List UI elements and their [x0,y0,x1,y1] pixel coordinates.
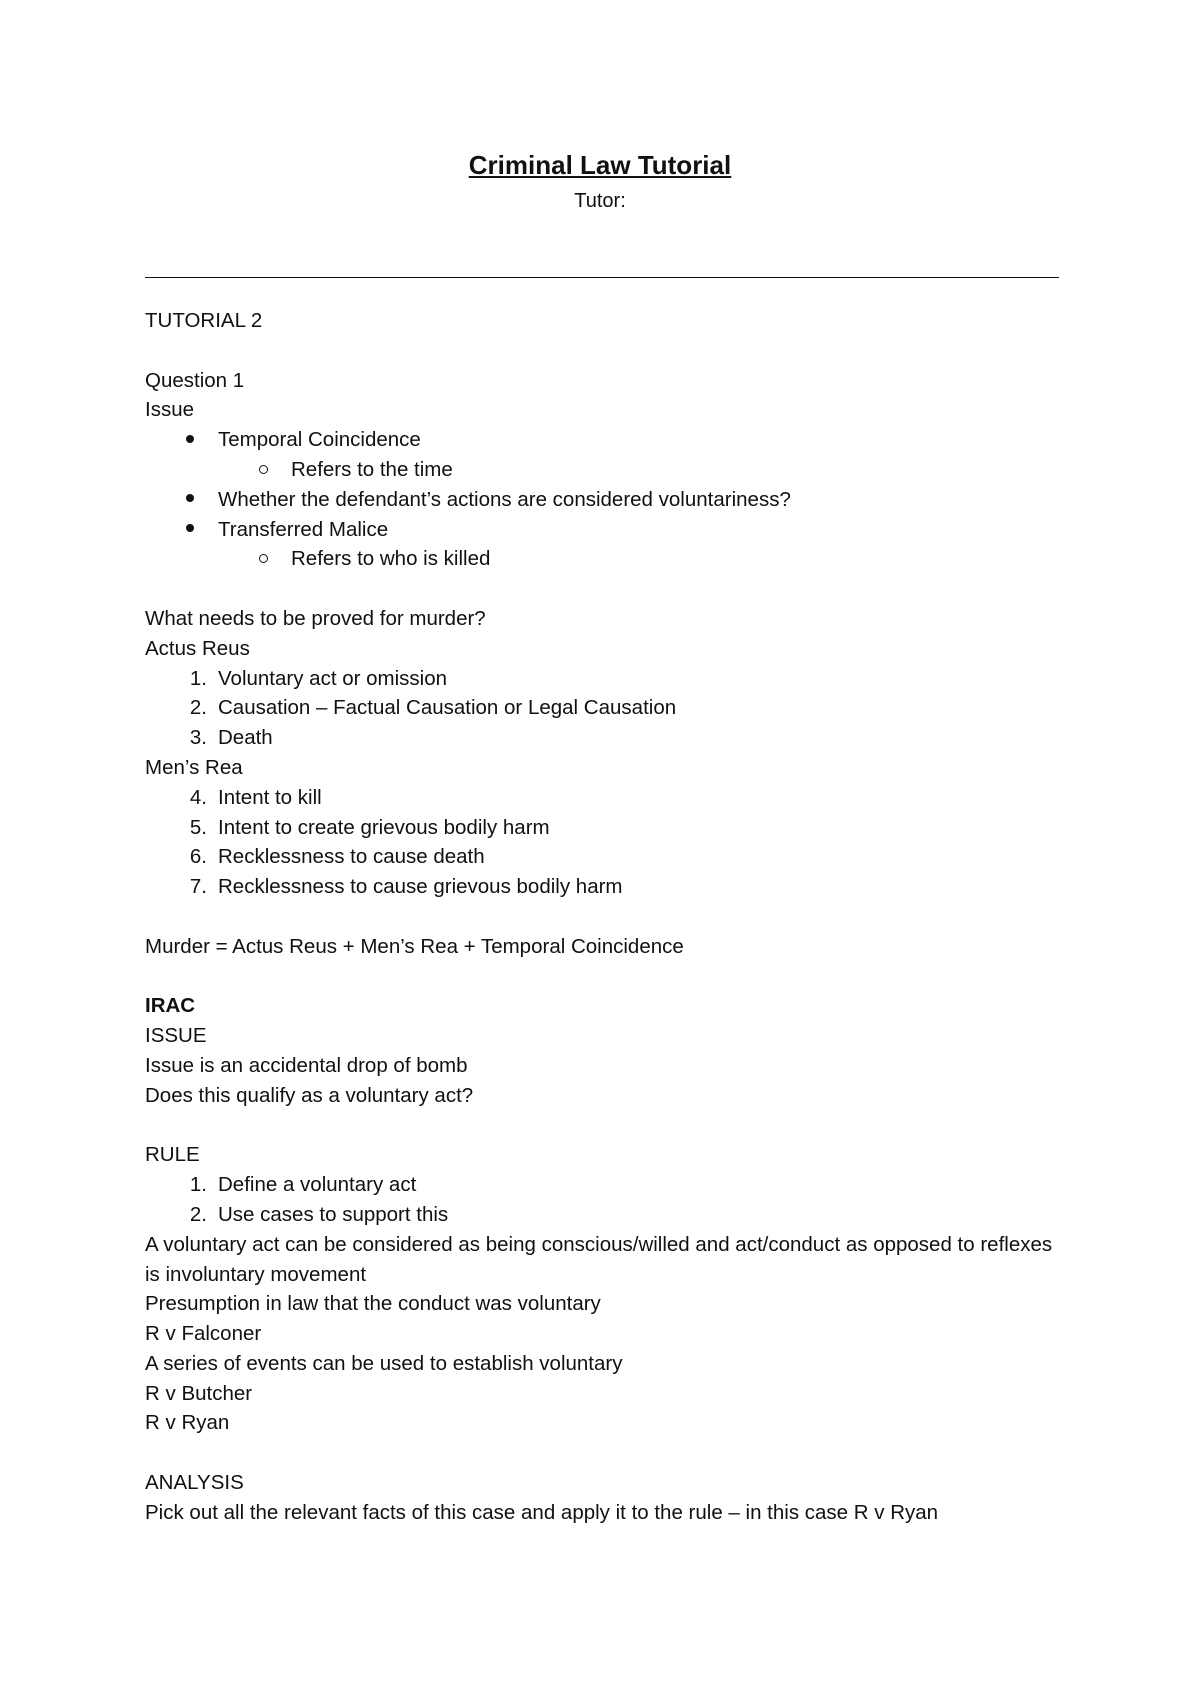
list-number: 4. [189,785,207,809]
tutorial-heading: TUTORIAL 2 [145,309,263,332]
rule-heading: RULE [145,1143,200,1167]
list-item [145,842,1065,872]
list-item-text: Death [218,726,273,750]
list-item [145,544,1065,574]
list-item-text: Refers to the time [291,457,453,481]
list-item-text: Voluntary act or omission [218,666,448,690]
issue-line: Issue is an accidental drop of bomb [145,1053,468,1077]
list-item [145,872,1065,902]
list-item-text: Temporal Coincidence [218,428,421,452]
question-heading: Question 1 [145,368,245,392]
tutor-label: Tutor: [574,190,626,212]
murder-formula: Murder = Actus Reus + Men’s Rea + Temporal Coincidence [145,934,684,958]
list-item-text: Transferred Malice [218,517,389,541]
list-item-text: Whether the defendant’s actions are considered voluntariness? [218,487,791,511]
analysis-text: Pick out all the relevant facts of this case and apply it to the rule – in this case R v Ryan [145,1500,939,1524]
list-number: 6. [189,845,207,869]
list-item [145,425,1065,455]
list-item [145,693,1065,723]
murder-question: What needs to be proved for murder? [145,606,486,630]
list-item [145,783,1065,813]
bullet-icon [175,515,205,545]
list-item-text: Define a voluntary act [218,1173,417,1197]
list-number: 1. [189,666,207,690]
list-number: 5. [189,815,207,839]
bullet-icon [175,425,205,455]
rule-line: Presumption in law that the conduct was voluntary [145,1292,601,1316]
list-number: 2. [189,1202,207,1226]
mens-rea-heading: Men’s Rea [145,755,243,779]
analysis-heading: ANALYSIS [145,1471,244,1495]
list-number: 1. [189,1173,207,1197]
list-item [145,664,1065,694]
document-body [145,306,1065,1528]
rule-line: A voluntary act can be considered as being conscious/willed and act/conduct as opposed to reflexes is involuntary movement [145,1232,1053,1286]
issue-heading: Issue [145,398,194,422]
issue-line: Does this qualify as a voluntary act? [145,1083,474,1107]
list-item-text: Intent to create grievous bodily harm [218,815,550,839]
horizontal-divider [145,277,1059,278]
list-item [145,515,1065,545]
actus-reus-heading: Actus Reus [145,636,250,660]
hollow-bullet-icon [248,455,278,485]
list-item-text: Recklessness to cause grievous bodily harm [218,875,623,899]
list-item [145,723,1065,753]
issue-caps-heading: ISSUE [145,1024,207,1048]
case-citation: R v Butcher [145,1381,253,1405]
irac-heading: IRAC [145,994,196,1018]
bullet-icon [175,485,205,515]
case-citation: R v Ryan [145,1411,230,1435]
list-item-text: Use cases to support this [218,1202,449,1226]
hollow-bullet-icon [248,544,278,574]
list-item [145,813,1065,843]
list-item-text: Causation – Factual Causation or Legal Causation [218,696,677,720]
list-item [145,455,1065,485]
list-number: 7. [189,875,207,899]
list-item [145,1170,1065,1200]
list-item-text: Intent to kill [218,785,322,809]
list-item [145,485,1065,515]
rule-line: A series of events can be used to establish voluntary [145,1351,623,1375]
list-item [145,1200,1065,1230]
list-item-text: Recklessness to cause death [218,845,485,869]
list-item-text: Refers to who is killed [291,547,491,571]
list-number: 3. [189,726,207,750]
case-citation: R v Falconer [145,1322,262,1346]
list-number: 2. [189,696,207,720]
document-title: Criminal Law Tutorial [468,150,732,180]
